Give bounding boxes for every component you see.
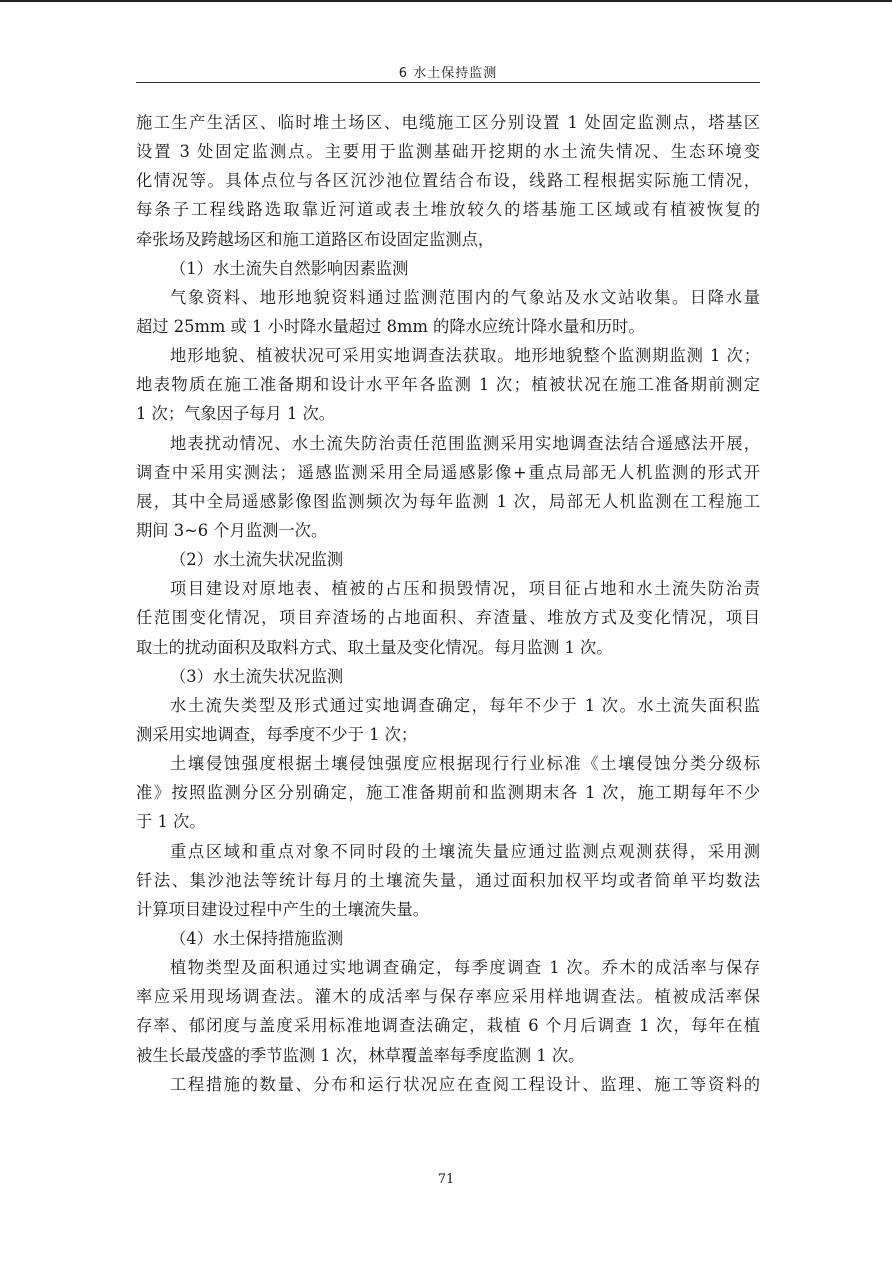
body-text (136, 108, 760, 1099)
section-heading: （3）水土流失状况监测 (170, 666, 344, 686)
text-line: 存率、郁闭度与盖度采用标准地调查法确定，栽植 6 个月后调查 1 次，每年在植 (136, 1016, 760, 1036)
text-line: 施工生产生活区、临时堆土场区、电缆施工区分别设置 1 处固定监测点，塔基区 (136, 113, 760, 132)
text-line: 准》按照监测分区分别确定，施工准备期前和监测期末各 1 次，施工期每年不少 (136, 783, 760, 803)
text-line: 设置 3 处固定监测点。主要用于监测基础开挖期的水土流失情况、生态环境变 (136, 142, 760, 162)
text-line: 钎法、集沙池法等统计每月的土壤流失量，通过面积加权平均或者简单平均数法 (136, 870, 760, 890)
header-rule (136, 82, 760, 83)
text-line: 气象资料、地形地貌资料通过监测范围内的气象站及水文站收集。日降水量 (170, 287, 760, 307)
text-line: 重点区域和重点对象不同时段的土壤流失量应通过监测点观测获得，采用测 (170, 841, 760, 861)
text-line: 期间 3~6 个月监测一次。 (136, 520, 328, 540)
text-line: 土壤侵蚀强度根据土壤侵蚀强度应根据现行行业标准《土壤侵蚀分类分级标 (170, 754, 760, 774)
text-line: 被生长最茂盛的季节监测 1 次，林草覆盖率每季度监测 1 次。 (136, 1045, 585, 1065)
text-line: 化情况等。具体点位与各区沉沙池位置结合布设，线路工程根据实际施工情况， (136, 171, 760, 191)
text-line: 取土的扰动面积及取料方式、取土量及变化情况。每月监测 1 次。 (136, 637, 613, 657)
text-line: 任范围变化情况，项目弃渣场的占地面积、弃渣量、堆放方式及变化情况，项目 (136, 608, 760, 628)
running-header: 6 水土保持监测 (398, 66, 498, 81)
text-line: 1 次；气象因子每月 1 次。 (136, 404, 336, 424)
text-line: 地形地貌、植被状况可采用实地调查法获取。地形地貌整个监测期监测 1 次； (170, 346, 760, 366)
page-number: 71 (437, 1172, 455, 1187)
section-heading: （4）水土保持措施监测 (170, 928, 344, 948)
text-line: 植物类型及面积通过实地调查确定，每季度调查 1 次。乔木的成活率与保存 (170, 958, 760, 978)
text-line: 计算项目建设过程中产生的土壤流失量。 (136, 899, 430, 919)
text-line: 水土流失类型及形式通过实地调查确定，每年不少于 1 次。水土流失面积监 (170, 695, 760, 715)
text-line: 展，其中全局遥感影像图监测频次为每年监测 1 次，局部无人机监测在工程施工 (136, 491, 760, 511)
text-line: 调查中采用实测法；遥感监测采用全局遥感影像+重点局部无人机监测的形式开 (136, 462, 760, 482)
section-heading: （1）水土流失自然影响因素监测 (170, 258, 409, 278)
top-border (0, 0, 892, 2)
text-line: 项目建设对原地表、植被的占压和损毁情况，项目征占地和水土流失防治责 (170, 579, 760, 599)
text-line: 地表物质在施工准备期和设计水平年各监测 1 次；植被状况在施工准备期前测定 (136, 375, 760, 395)
text-line: 于 1 次。 (136, 812, 206, 832)
text-line: 地表扰动情况、水土流失防治责任范围监测采用实地调查法结合遥感法开展， (170, 433, 760, 453)
text-line: 工程措施的数量、分布和运行状况应在查阅工程设计、监理、施工等资料的 (170, 1074, 760, 1094)
text-line: 牵张场及跨越场区和施工道路区布设固定监测点， (136, 229, 495, 249)
text-line: 测采用实地调查，每季度不少于 1 次； (136, 724, 418, 744)
section-heading: （2）水土流失状况监测 (170, 550, 344, 570)
text-line: 每条子工程线路选取靠近河道或表土堆放较久的塔基施工区域或有植被恢复的 (136, 200, 760, 220)
text-line: 超过 25mm 或 1 小时降水量超过 8mm 的降水应统计降水量和历时。 (136, 316, 645, 336)
text-line: 率应采用现场调查法。灌木的成活率与保存率应采用样地调查法。植被成活率保 (136, 987, 760, 1007)
